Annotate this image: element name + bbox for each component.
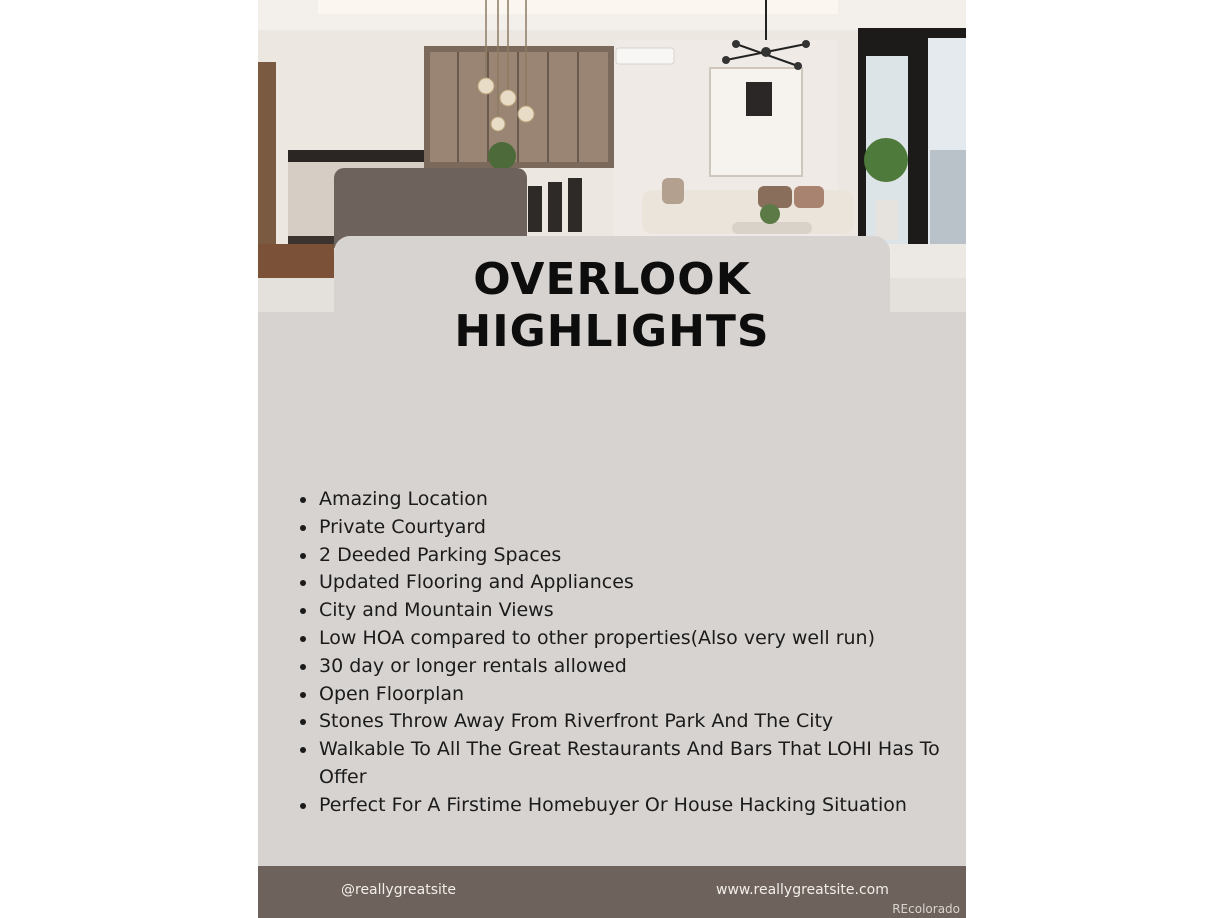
title-line-2: HIGHLIGHTS <box>454 306 770 357</box>
highlights-list <box>298 486 948 820</box>
list-item: Low HOA compared to other properties(Also very well run) <box>298 625 948 653</box>
title-line-1: OVERLOOK <box>473 254 751 305</box>
page-title <box>334 254 890 358</box>
social-handle: @reallygreatsite <box>341 882 457 898</box>
list-item: Amazing Location <box>298 486 948 514</box>
list-item: City and Mountain Views <box>298 597 948 625</box>
list-item: 30 day or longer rentals allowed <box>298 653 948 681</box>
list-item: Open Floorplan <box>298 681 948 709</box>
listing-flyer <box>258 0 966 918</box>
list-item: 2 Deeded Parking Spaces <box>298 542 948 570</box>
list-item: Updated Flooring and Appliances <box>298 569 948 597</box>
footer-bar <box>258 866 966 918</box>
list-item: Private Courtyard <box>298 514 948 542</box>
watermark: REcolorado <box>892 902 960 916</box>
list-item: Stones Throw Away From Riverfront Park And The City <box>298 708 948 736</box>
list-item: Walkable To All The Great Restaurants And Bars That LOHI Has To Offer <box>298 736 948 792</box>
list-item: Perfect For A Firstime Homebuyer Or House Hacking Situation <box>298 792 948 820</box>
website-link[interactable]: www.reallygreatsite.com <box>716 882 889 898</box>
